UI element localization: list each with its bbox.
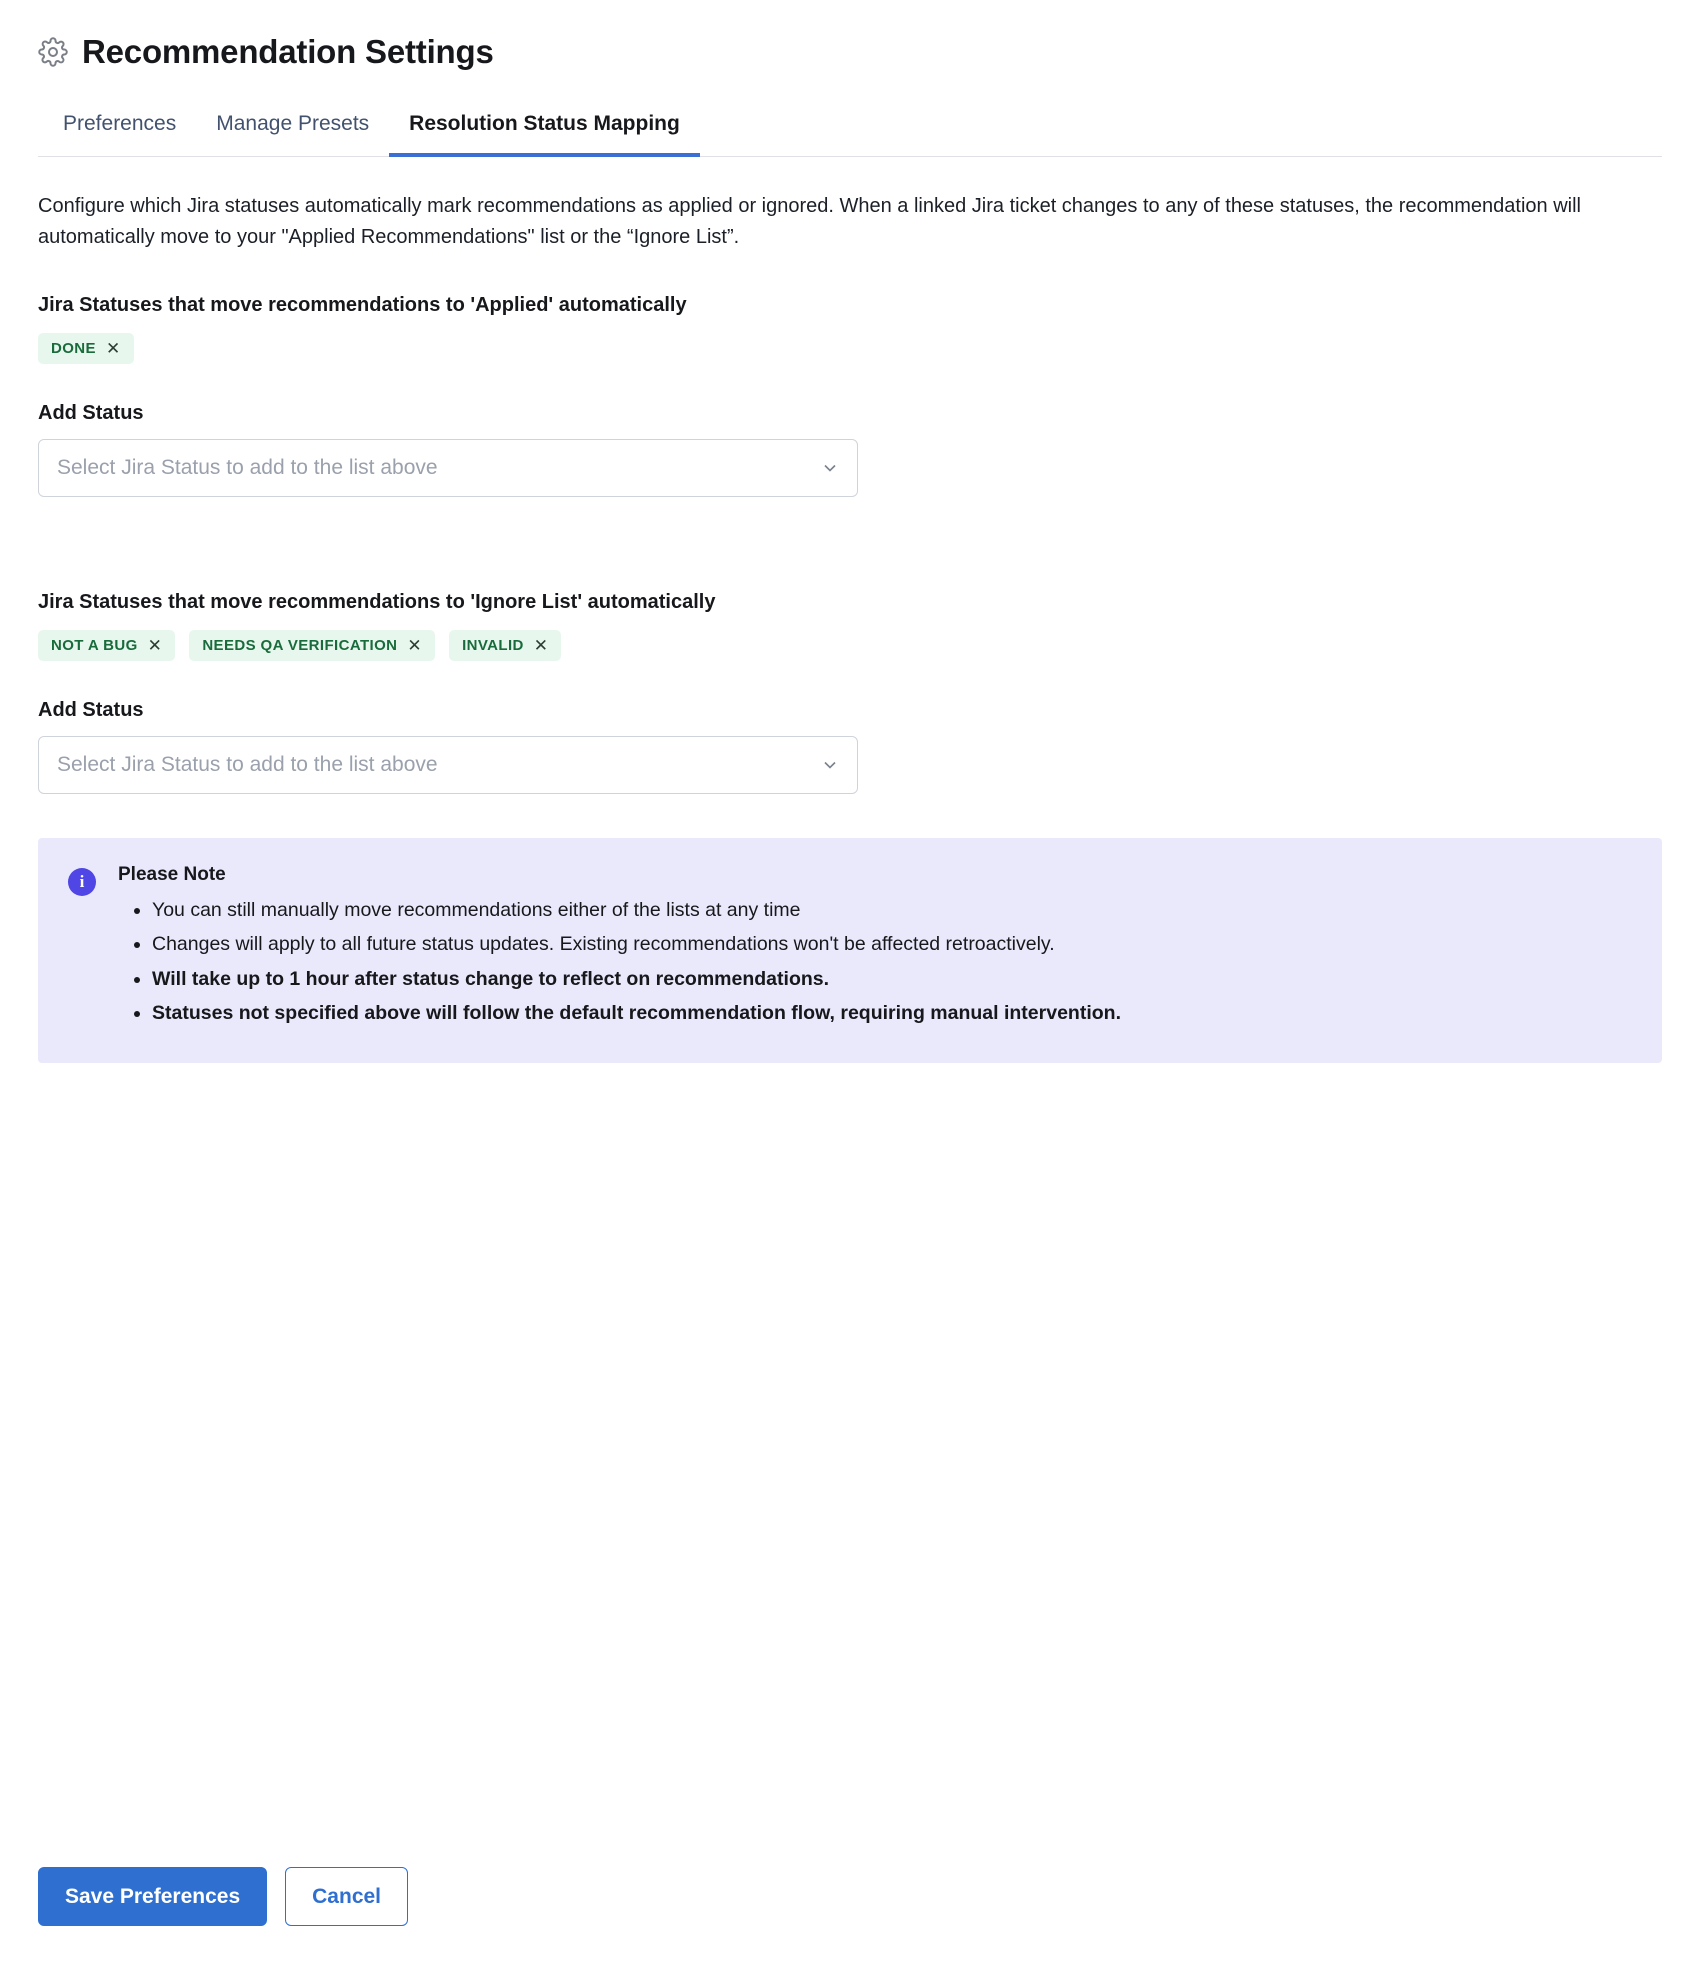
status-chip-label: NOT A BUG <box>51 637 138 655</box>
status-chip[interactable] <box>38 630 175 661</box>
close-icon[interactable]: ✕ <box>105 339 121 359</box>
footer-actions <box>38 1867 408 1926</box>
close-icon[interactable]: ✕ <box>147 636 163 656</box>
tab-resolution-status-mapping[interactable]: Resolution Status Mapping <box>389 98 700 157</box>
applied-add-status-label: Add Status <box>38 402 144 425</box>
note-title: Please Note <box>118 864 226 886</box>
status-chip-label: INVALID <box>462 637 524 655</box>
tab-manage-presets[interactable]: Manage Presets <box>216 112 370 136</box>
status-chip-label: NEEDS QA VERIFICATION <box>202 637 398 655</box>
status-chip-label: DONE <box>51 340 96 358</box>
status-chip[interactable] <box>189 630 435 661</box>
info-icon: i <box>68 868 96 896</box>
tab-preferences[interactable]: Preferences <box>63 112 177 136</box>
cancel-button[interactable]: Cancel <box>285 1867 408 1926</box>
ignore-add-status-select[interactable]: Select Jira Status to add to the list above <box>38 736 858 794</box>
save-preferences-button[interactable]: Save Preferences <box>38 1867 267 1926</box>
applied-add-status-select[interactable]: Select Jira Status to add to the list above <box>38 439 858 497</box>
ignore-chip-list <box>38 630 1662 661</box>
gear-icon <box>38 37 68 67</box>
page-title: Recommendation Settings <box>82 33 494 70</box>
applied-section-label: Jira Statuses that move recommendations to 'Applied' automatically <box>38 294 687 317</box>
page-header <box>38 0 1662 98</box>
list-item: • You can still manually move recommendations either of the lists at any time <box>152 896 1632 925</box>
list-item: • Changes will apply to all future status updates. Existing recommendations won't be affected retroactively. <box>152 930 1632 959</box>
status-chip[interactable] <box>38 333 134 364</box>
close-icon[interactable]: ✕ <box>407 636 423 656</box>
ignore-add-status-label: Add Status <box>38 699 144 722</box>
note-body <box>118 864 1632 1033</box>
note-panel <box>38 838 1662 1063</box>
list-item: • Statuses not specified above will follow the default recommendation flow, requiring manual intervention. <box>152 999 1632 1028</box>
close-icon[interactable]: ✕ <box>533 636 549 656</box>
tab-bar <box>38 98 1662 157</box>
applied-add-status-select-wrap <box>38 439 858 497</box>
ignore-section-label: Jira Statuses that move recommendations to 'Ignore List' automatically <box>38 591 716 614</box>
list-item: • Will take up to 1 hour after status change to reflect on recommendations. <box>152 965 1632 994</box>
status-chip[interactable] <box>449 630 561 661</box>
ignore-add-status-select-wrap <box>38 736 858 794</box>
intro-text: Configure which Jira statuses automatically mark recommendations as applied or ignored. When a linked Jira ticket changes to any of these statuses, the recommendation will automatically move to your "Applied Recommendations" list or the “Ignore List”. <box>38 195 1581 248</box>
applied-chip-list <box>38 333 1662 364</box>
note-list <box>118 896 1632 1028</box>
